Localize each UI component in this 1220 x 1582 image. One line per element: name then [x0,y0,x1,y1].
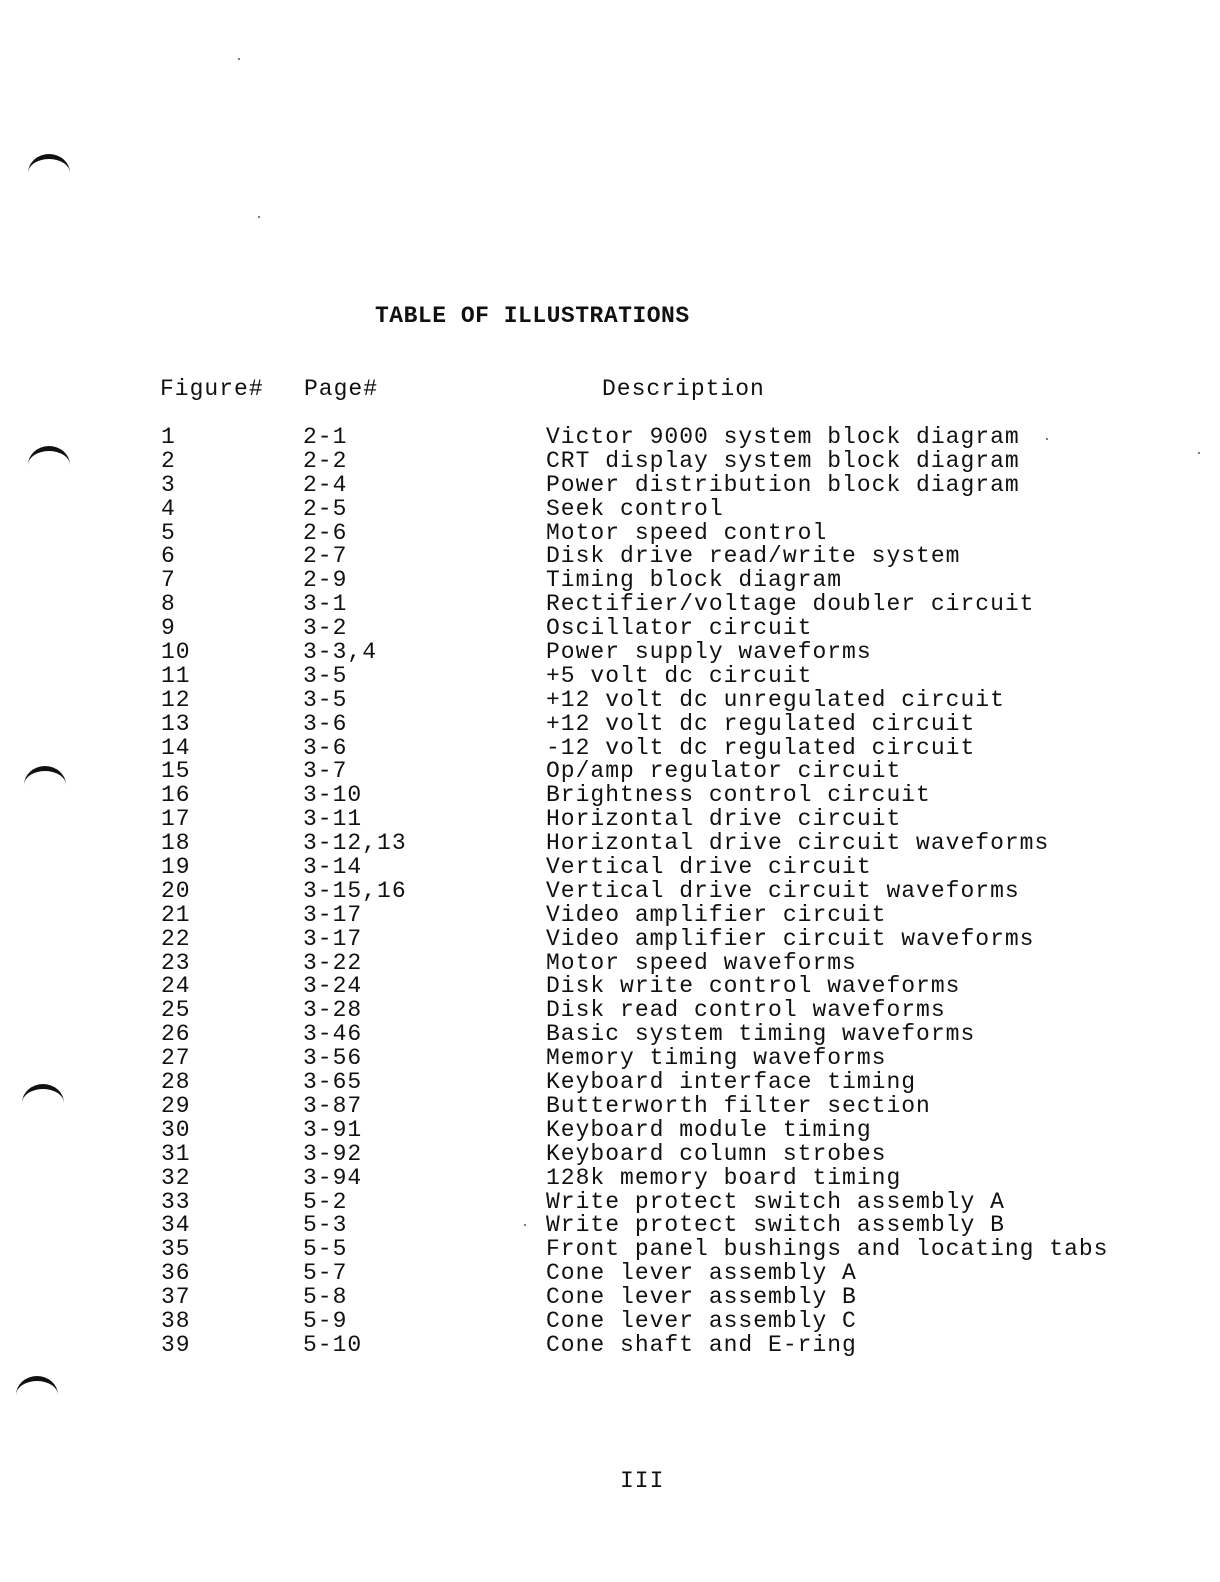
table-row [0,734,1220,761]
figure-description: Butterworth filter section [546,1092,931,1119]
table-row [0,832,1220,856]
figure-description: Write protect switch assembly B [546,1212,1005,1239]
figure-description: +12 volt dc unregulated circuit [546,686,1005,713]
table-row [0,1140,1220,1167]
figure-description: Horizontal drive circuit waveforms [546,830,1050,857]
page-reference: 5-5 [303,1236,348,1263]
page-reference: 5-9 [303,1307,348,1334]
page-reference: 3-56 [303,1045,363,1072]
page-reference: 3-6 [303,710,348,737]
table-row [0,1047,1220,1071]
page-reference: 3-11 [303,806,363,833]
figure-description: Brightness control circuit [546,782,931,809]
page-reference: 3-2 [303,615,348,642]
figure-description: Front panel bushings and locating tabs [546,1236,1109,1263]
figure-description: +5 volt dc circuit [546,662,813,689]
table-row [0,471,1220,498]
figure-description: Write protect switch assembly A [546,1188,1005,1215]
table-row [0,1238,1220,1262]
figure-number: 6 [161,543,176,570]
figure-description: CRT display system block diagram [546,447,1020,474]
figure-description: Keyboard interface timing [546,1069,917,1096]
figure-number: 8 [161,591,176,618]
table-row [0,1071,1220,1095]
page-reference: 3-92 [303,1140,363,1167]
figure-description: Video amplifier circuit [546,901,887,928]
figure-description: Op/amp regulator circuit [546,758,902,785]
illustrations-list [0,426,1220,1358]
figure-number: 37 [161,1284,191,1311]
page-reference: 3-28 [303,997,363,1024]
page-reference: 5-8 [303,1284,348,1311]
page-reference: 3-94 [303,1164,363,1191]
figure-description: Vertical drive circuit waveforms [546,877,1020,904]
page-reference: 3-1 [303,591,348,618]
scan-speck [238,58,240,60]
figure-number: 2 [161,447,176,474]
table-row [0,495,1220,522]
page-reference: 3-5 [303,662,348,689]
table-row [0,641,1220,665]
figure-description: Keyboard column strobes [546,1140,887,1167]
figure-number: 1 [161,424,176,450]
figure-description: Power distribution block diagram [546,471,1020,498]
table-row [0,949,1220,976]
figure-number: 21 [161,901,191,928]
figure-number: 33 [161,1188,191,1215]
table-row [0,426,1220,450]
page-reference: 3-22 [303,949,363,976]
figure-number: 10 [161,639,191,666]
table-row [0,1188,1220,1215]
table-row [0,1092,1220,1119]
figure-number: 25 [161,997,191,1024]
table-row [0,617,1220,641]
column-header-description: Description [602,376,765,402]
figure-number: 13 [161,710,191,737]
punch-hole-mark [28,154,70,173]
page-reference: 3-24 [303,973,363,1000]
column-header-figure: Figure# [160,376,264,402]
page-reference: 2-5 [303,495,348,522]
page-reference: 5-7 [303,1260,348,1287]
page-reference: 2-2 [303,447,348,474]
figure-description: -12 volt dc regulated circuit [546,734,976,761]
table-row [0,1214,1220,1238]
figure-number: 15 [161,758,191,785]
table-row [0,1307,1220,1334]
figure-description: Cone lever assembly C [546,1307,857,1334]
figure-number: 3 [161,471,176,498]
figure-number: 35 [161,1236,191,1263]
page-reference: 3-5 [303,686,348,713]
figure-number: 12 [161,686,191,713]
figure-number: 7 [161,567,176,594]
page-reference: 5-10 [303,1331,363,1358]
page-reference: 3-12,13 [303,830,407,857]
figure-number: 4 [161,495,176,522]
table-row [0,975,1220,999]
column-header-page: Page# [304,376,379,402]
table-row [0,877,1220,904]
figure-number: 22 [161,925,191,952]
table-row [0,447,1220,474]
page-reference: 3-3,4 [303,639,378,666]
page-reference: 3-17 [303,925,363,952]
page-reference: 3-10 [303,782,363,809]
table-row [0,1331,1220,1358]
figure-number: 19 [161,854,191,881]
table-row [0,545,1220,569]
figure-number: 17 [161,806,191,833]
table-row [0,1164,1220,1191]
figure-description: Cone lever assembly B [546,1284,857,1311]
figure-number: 20 [161,877,191,904]
figure-description: Victor 9000 system block diagram [546,424,1020,450]
figure-description: +12 volt dc regulated circuit [546,710,976,737]
page-number: III [620,1468,665,1494]
figure-description: Motor speed control [546,519,828,546]
table-row [0,1262,1220,1286]
table-row [0,519,1220,546]
page-reference: 3-87 [303,1092,363,1119]
table-row [0,1286,1220,1310]
figure-description: Disk read control waveforms [546,997,946,1024]
figure-description: Timing block diagram [546,567,843,594]
figure-description: Cone shaft and E-ring [546,1331,857,1358]
figure-description: Seek control [546,495,724,522]
page-reference: 3-6 [303,734,348,761]
figure-number: 18 [161,830,191,857]
page-reference: 3-65 [303,1069,363,1096]
figure-description: Oscillator circuit [546,615,813,642]
figure-description: Cone lever assembly A [546,1260,857,1287]
figure-description: Memory timing waveforms [546,1045,887,1072]
page-reference: 2-6 [303,519,348,546]
table-row [0,784,1220,808]
page-title: TABLE OF ILLUSTRATIONS [375,303,690,329]
figure-number: 30 [161,1116,191,1143]
page-reference: 5-2 [303,1188,348,1215]
table-row [0,925,1220,952]
scan-speck [258,216,260,218]
figure-description: Power supply waveforms [546,639,872,666]
table-row [0,856,1220,880]
figure-number: 23 [161,949,191,976]
figure-number: 16 [161,782,191,809]
figure-description: 128k memory board timing [546,1164,902,1191]
figure-description: Keyboard module timing [546,1116,872,1143]
page-reference: 3-14 [303,854,363,881]
figure-number: 29 [161,1092,191,1119]
table-row [0,901,1220,928]
page-reference: 3-15,16 [303,877,407,904]
page-reference: 3-7 [303,758,348,785]
figure-number: 14 [161,734,191,761]
table-row [0,662,1220,689]
page-reference: 2-7 [303,543,348,570]
figure-number: 27 [161,1045,191,1072]
page-reference: 2-4 [303,471,348,498]
figure-description: Disk write control waveforms [546,973,961,1000]
figure-number: 11 [161,662,191,689]
table-row [0,1116,1220,1143]
figure-number: 24 [161,973,191,1000]
figure-number: 36 [161,1260,191,1287]
table-row [0,760,1220,784]
page-reference: 2-9 [303,567,348,594]
page-reference: 3-17 [303,901,363,928]
table-row [0,999,1220,1023]
table-row [0,808,1220,832]
figure-number: 34 [161,1212,191,1239]
punch-hole-mark [16,1376,58,1395]
table-row [0,686,1220,713]
table-row [0,569,1220,593]
page-reference: 3-91 [303,1116,363,1143]
figure-description: Vertical drive circuit [546,854,872,881]
figure-number: 9 [161,615,176,642]
figure-description: Disk drive read/write system [546,543,961,570]
figure-description: Basic system timing waveforms [546,1021,976,1048]
table-row [0,710,1220,737]
figure-description: Rectifier/voltage doubler circuit [546,591,1035,618]
figure-description: Video amplifier circuit waveforms [546,925,1035,952]
figure-number: 32 [161,1164,191,1191]
figure-description: Motor speed waveforms [546,949,857,976]
page-reference: 2-1 [303,424,348,450]
figure-number: 26 [161,1021,191,1048]
figure-description: Horizontal drive circuit [546,806,902,833]
table-row [0,593,1220,617]
page-reference: 3-46 [303,1021,363,1048]
figure-number: 31 [161,1140,191,1167]
figure-number: 28 [161,1069,191,1096]
page-reference: 5-3 [303,1212,348,1239]
figure-number: 5 [161,519,176,546]
figure-number: 39 [161,1331,191,1358]
table-row [0,1023,1220,1047]
figure-number: 38 [161,1307,191,1334]
